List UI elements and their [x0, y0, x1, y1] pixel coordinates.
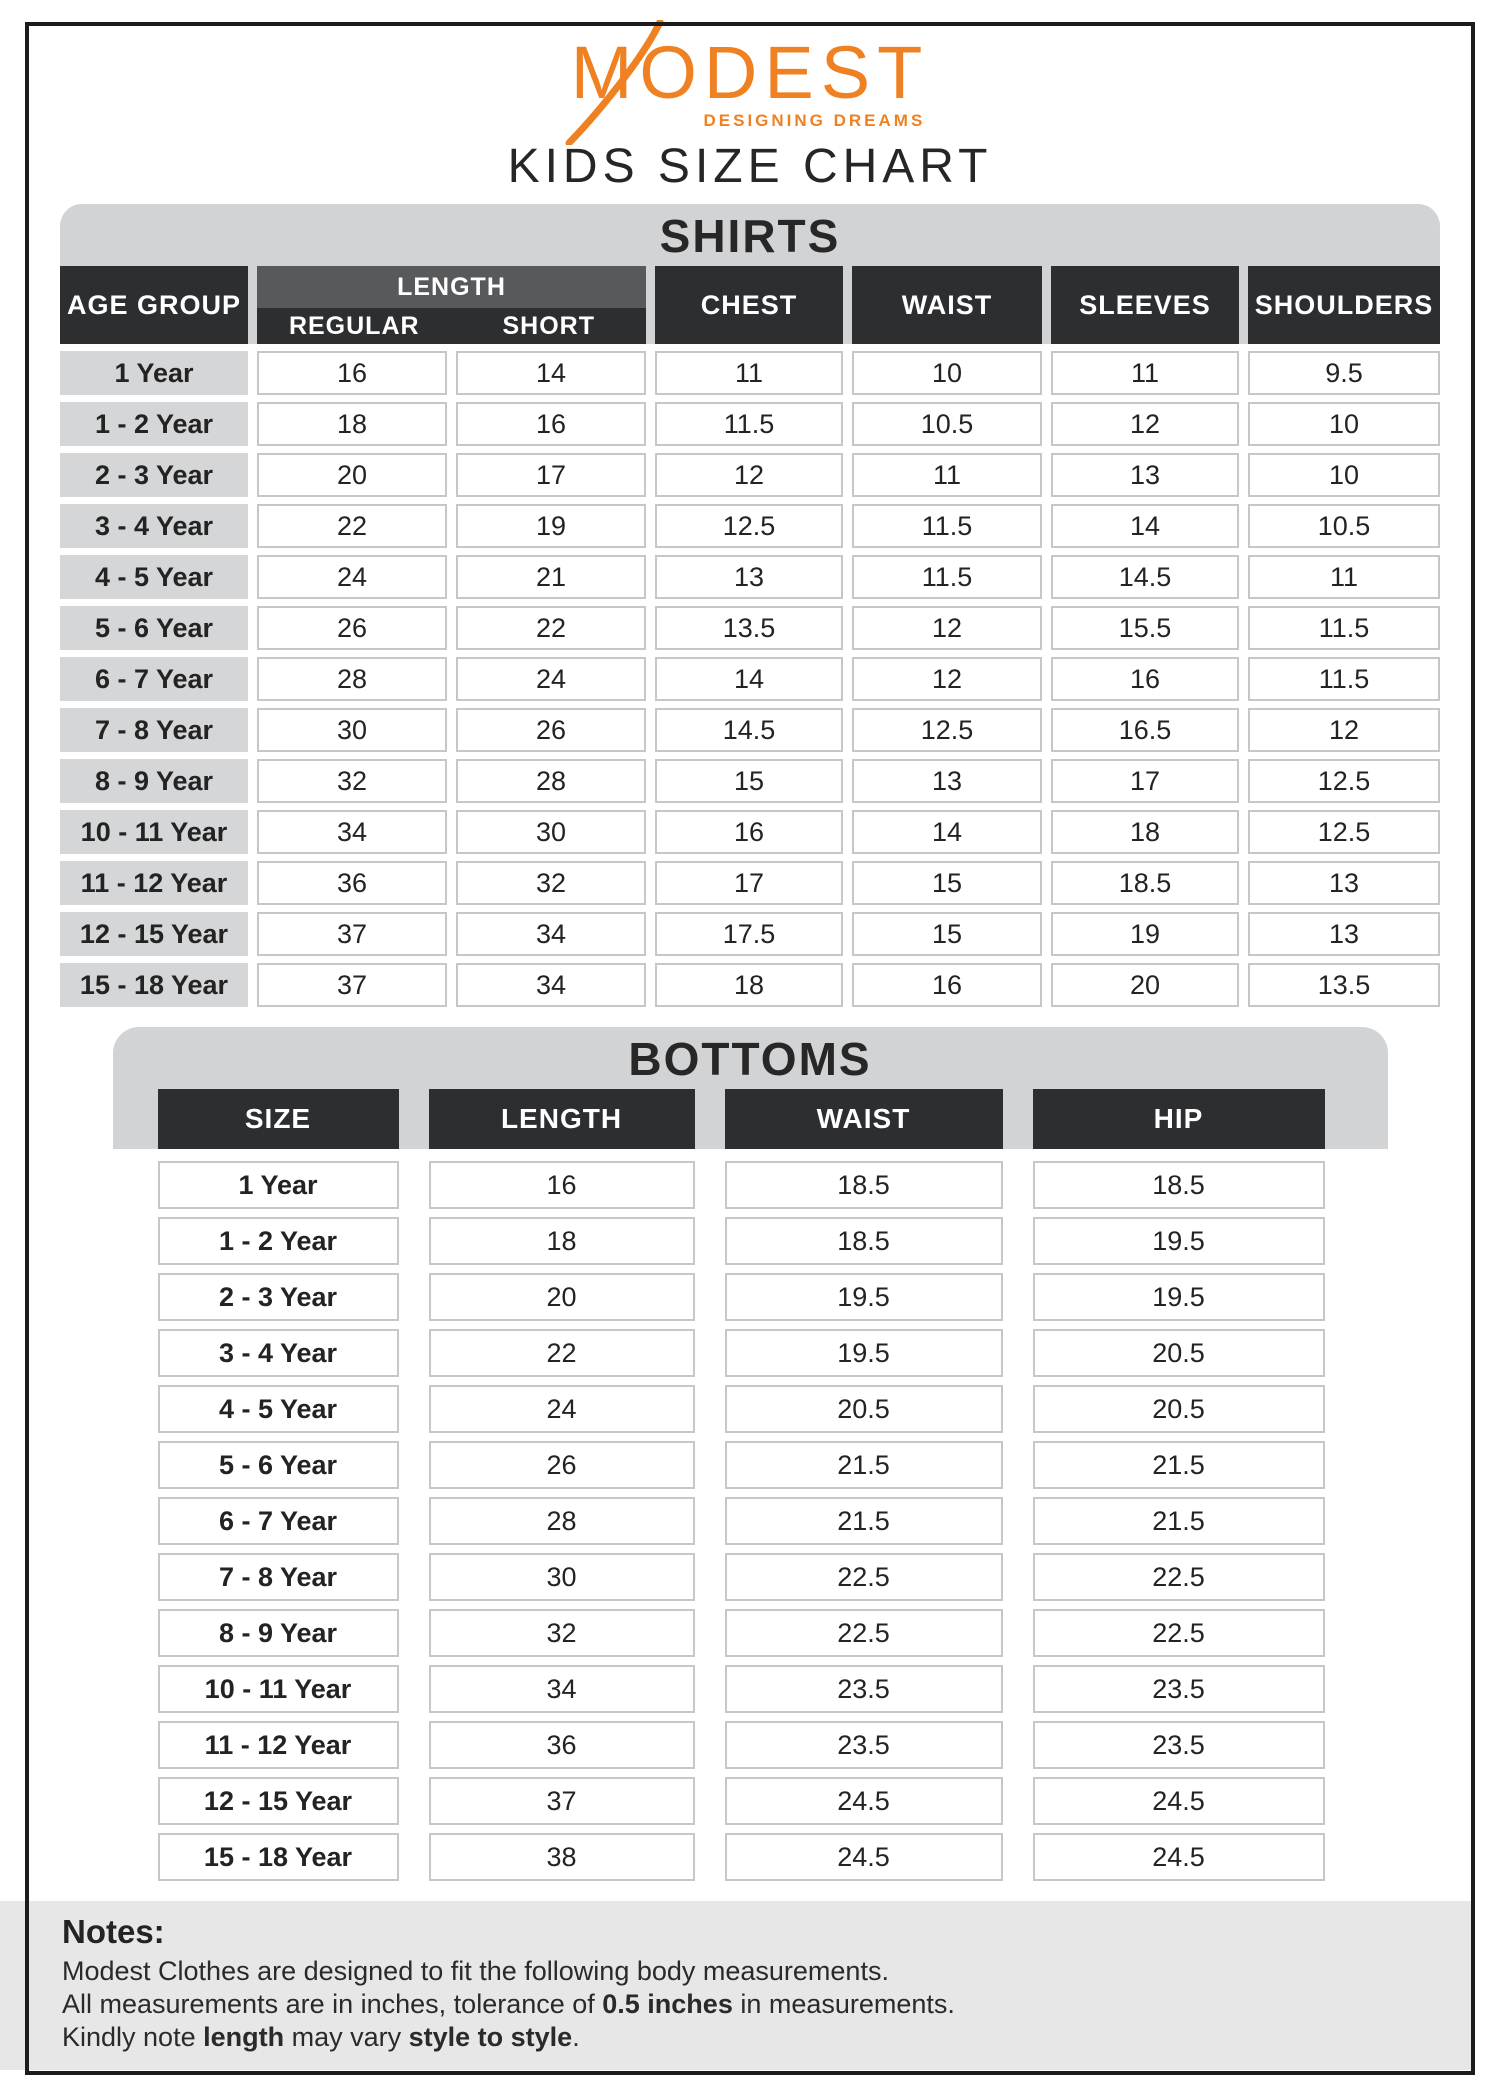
shirts-short-cell: 24 — [456, 657, 646, 701]
shirts-sleeves-cell: 13 — [1051, 453, 1239, 497]
bottoms-body — [158, 1161, 1388, 1881]
shirts-waist-cell: 10.5 — [852, 402, 1042, 446]
shirts-shoulders-cell: 13 — [1248, 912, 1440, 956]
bottoms-length-cell: 38 — [429, 1833, 695, 1881]
shirts-chest-cell: 12 — [655, 453, 843, 497]
shirts-chest-cell: 17 — [655, 861, 843, 905]
shirts-shoulders-cell: 10.5 — [1248, 504, 1440, 548]
shirts-header-sleeves: SLEEVES — [1051, 266, 1239, 344]
shirts-shoulders-cell: 13.5 — [1248, 963, 1440, 1007]
bottoms-table — [113, 1027, 1388, 1881]
shirts-chest-cell: 12.5 — [655, 504, 843, 548]
shirts-short-cell: 30 — [456, 810, 646, 854]
shirts-chest-cell: 14 — [655, 657, 843, 701]
shirts-waist-cell: 14 — [852, 810, 1042, 854]
bottoms-hip-cell: 23.5 — [1033, 1721, 1325, 1769]
bottoms-size-cell: 11 - 12 Year — [158, 1721, 399, 1769]
bottoms-hip-cell: 18.5 — [1033, 1161, 1325, 1209]
bottoms-waist-cell: 24.5 — [725, 1777, 1003, 1825]
bottoms-length-cell: 20 — [429, 1273, 695, 1321]
shirts-regular-cell: 37 — [257, 963, 447, 1007]
shirts-header-age-group: AGE GROUP — [60, 266, 248, 344]
shirts-waist-cell: 11.5 — [852, 504, 1042, 548]
shirts-age-cell: 6 - 7 Year — [60, 657, 248, 701]
notes-text-segment: . — [572, 2022, 580, 2052]
bottoms-length-cell: 30 — [429, 1553, 695, 1601]
bottoms-length-cell: 26 — [429, 1441, 695, 1489]
shirts-chest-cell: 13 — [655, 555, 843, 599]
bottoms-waist-cell: 18.5 — [725, 1217, 1003, 1265]
notes-line — [62, 1988, 1435, 2021]
shirts-chest-cell: 11 — [655, 351, 843, 395]
shirts-shoulders-cell: 13 — [1248, 861, 1440, 905]
bottoms-size-cell: 5 - 6 Year — [158, 1441, 399, 1489]
notes-section — [0, 1901, 1475, 2070]
shirts-header-row — [60, 266, 1440, 344]
shirts-short-cell: 16 — [456, 402, 646, 446]
bottoms-length-cell: 18 — [429, 1217, 695, 1265]
shirts-header-length-group — [257, 266, 646, 344]
shirts-header-length: LENGTH — [257, 266, 646, 308]
shirts-regular-cell: 30 — [257, 708, 447, 752]
shirts-header-chest: CHEST — [655, 266, 843, 344]
shirts-regular-cell: 22 — [257, 504, 447, 548]
bottoms-size-cell: 6 - 7 Year — [158, 1497, 399, 1545]
shirts-waist-cell: 15 — [852, 861, 1042, 905]
bottoms-waist-cell: 21.5 — [725, 1497, 1003, 1545]
shirts-sleeves-cell: 19 — [1051, 912, 1239, 956]
bottoms-length-cell: 32 — [429, 1609, 695, 1657]
bottoms-hip-cell: 21.5 — [1033, 1497, 1325, 1545]
shirts-regular-cell: 32 — [257, 759, 447, 803]
shirts-age-cell: 15 - 18 Year — [60, 963, 248, 1007]
bottoms-waist-cell: 18.5 — [725, 1161, 1003, 1209]
bottoms-length-cell: 22 — [429, 1329, 695, 1377]
bottoms-header-row — [158, 1089, 1388, 1149]
shirts-regular-cell: 26 — [257, 606, 447, 650]
bottoms-hip-cell: 23.5 — [1033, 1665, 1325, 1713]
shirts-sleeves-cell: 16.5 — [1051, 708, 1239, 752]
shirts-sleeves-cell: 18.5 — [1051, 861, 1239, 905]
shirts-shoulders-cell: 11 — [1248, 555, 1440, 599]
notes-text-segment: Kindly note — [62, 2022, 204, 2052]
bottoms-hip-cell: 24.5 — [1033, 1833, 1325, 1881]
bottoms-hip-cell: 22.5 — [1033, 1609, 1325, 1657]
bottoms-waist-cell: 19.5 — [725, 1273, 1003, 1321]
shirts-short-cell: 26 — [456, 708, 646, 752]
bottoms-hip-cell: 19.5 — [1033, 1273, 1325, 1321]
bottoms-hip-cell: 21.5 — [1033, 1441, 1325, 1489]
bottoms-waist-cell: 24.5 — [725, 1833, 1003, 1881]
shirts-short-cell: 28 — [456, 759, 646, 803]
bottoms-hip-cell: 20.5 — [1033, 1329, 1325, 1377]
shirts-regular-cell: 36 — [257, 861, 447, 905]
bottoms-size-cell: 8 - 9 Year — [158, 1609, 399, 1657]
shirts-age-cell: 3 - 4 Year — [60, 504, 248, 548]
shirts-short-cell: 19 — [456, 504, 646, 548]
bottoms-size-cell: 15 - 18 Year — [158, 1833, 399, 1881]
shirts-chest-cell: 11.5 — [655, 402, 843, 446]
bottoms-hip-cell: 22.5 — [1033, 1553, 1325, 1601]
shirts-short-cell: 22 — [456, 606, 646, 650]
bottoms-header-hip: HIP — [1033, 1089, 1325, 1149]
shirts-title: SHIRTS — [659, 210, 841, 262]
bottoms-header-waist: WAIST — [725, 1089, 1003, 1149]
shirts-chest-cell: 18 — [655, 963, 843, 1007]
shirts-regular-cell: 24 — [257, 555, 447, 599]
shirts-header-waist: WAIST — [852, 266, 1042, 344]
shirts-header-short: SHORT — [502, 311, 595, 340]
brand-logo — [570, 31, 930, 130]
notes-text-segment: may vary — [284, 2022, 409, 2052]
bottoms-length-cell: 37 — [429, 1777, 695, 1825]
shirts-header-regular: REGULAR — [288, 311, 420, 340]
shirts-shoulders-cell: 12.5 — [1248, 810, 1440, 854]
shirts-chest-cell: 17.5 — [655, 912, 843, 956]
bottoms-size-cell: 2 - 3 Year — [158, 1273, 399, 1321]
shirts-age-cell: 11 - 12 Year — [60, 861, 248, 905]
shirts-sleeves-cell: 17 — [1051, 759, 1239, 803]
page-frame — [25, 22, 1475, 2075]
bottoms-length-cell: 34 — [429, 1665, 695, 1713]
brand-name: MODEST — [570, 31, 930, 114]
bottoms-hip-cell: 20.5 — [1033, 1385, 1325, 1433]
shirts-sleeves-cell: 18 — [1051, 810, 1239, 854]
bottoms-waist-cell: 22.5 — [725, 1553, 1003, 1601]
bottoms-size-cell: 10 - 11 Year — [158, 1665, 399, 1713]
shirts-age-cell: 12 - 15 Year — [60, 912, 248, 956]
shirts-waist-cell: 12 — [852, 657, 1042, 701]
shirts-chest-cell: 13.5 — [655, 606, 843, 650]
bottoms-banner — [113, 1027, 1388, 1149]
notes-text-segment: length — [203, 2022, 285, 2052]
shirts-age-cell: 1 Year — [60, 351, 248, 395]
notes-text-segment: 0.5 inches — [602, 1989, 733, 2019]
shirts-age-cell: 7 - 8 Year — [60, 708, 248, 752]
shirts-shoulders-cell: 12.5 — [1248, 759, 1440, 803]
shirts-regular-cell: 28 — [257, 657, 447, 701]
shirts-sleeves-cell: 16 — [1051, 657, 1239, 701]
shirts-age-cell: 10 - 11 Year — [60, 810, 248, 854]
header-block — [25, 22, 1475, 194]
shirts-shoulders-cell: 9.5 — [1248, 351, 1440, 395]
notes-text-segment: style to style — [408, 2022, 573, 2052]
shirts-chest-cell: 16 — [655, 810, 843, 854]
shirts-age-cell: 2 - 3 Year — [60, 453, 248, 497]
bottoms-hip-cell: 19.5 — [1033, 1217, 1325, 1265]
shirts-age-cell: 8 - 9 Year — [60, 759, 248, 803]
shirts-waist-cell: 15 — [852, 912, 1042, 956]
shirts-waist-cell: 10 — [852, 351, 1042, 395]
shirts-waist-cell: 12.5 — [852, 708, 1042, 752]
bottoms-size-cell: 4 - 5 Year — [158, 1385, 399, 1433]
shirts-shoulders-cell: 11.5 — [1248, 606, 1440, 650]
shirts-sleeves-cell: 14 — [1051, 504, 1239, 548]
bottoms-length-cell: 16 — [429, 1161, 695, 1209]
bottoms-length-cell: 24 — [429, 1385, 695, 1433]
shirts-regular-cell: 18 — [257, 402, 447, 446]
shirts-banner — [60, 204, 1440, 344]
bottoms-length-cell: 28 — [429, 1497, 695, 1545]
shirts-short-cell: 17 — [456, 453, 646, 497]
notes-text-segment: Modest Clothes are designed to fit the following body measurements. — [62, 1956, 889, 1986]
shirts-waist-cell: 12 — [852, 606, 1042, 650]
bottoms-size-cell: 7 - 8 Year — [158, 1553, 399, 1601]
bottoms-size-cell: 3 - 4 Year — [158, 1329, 399, 1377]
brand-tagline: DESIGNING DREAMS — [703, 111, 926, 130]
bottoms-waist-cell: 23.5 — [725, 1665, 1003, 1713]
bottoms-title: BOTTOMS — [628, 1033, 872, 1085]
shirts-header-shoulders: SHOULDERS — [1248, 266, 1440, 344]
notes-line — [62, 2021, 1435, 2054]
bottoms-waist-cell: 19.5 — [725, 1329, 1003, 1377]
bottoms-waist-cell: 22.5 — [725, 1609, 1003, 1657]
shirts-short-cell: 21 — [456, 555, 646, 599]
shirts-sleeves-cell: 12 — [1051, 402, 1239, 446]
shirts-sleeves-cell: 20 — [1051, 963, 1239, 1007]
shirts-waist-cell: 11.5 — [852, 555, 1042, 599]
shirts-sleeves-cell: 15.5 — [1051, 606, 1239, 650]
notes-text-segment: All measurements are in inches, tolerance of — [62, 1989, 603, 2019]
shirts-regular-cell: 20 — [257, 453, 447, 497]
shirts-shoulders-cell: 11.5 — [1248, 657, 1440, 701]
shirts-regular-cell: 34 — [257, 810, 447, 854]
shirts-waist-cell: 16 — [852, 963, 1042, 1007]
shirts-regular-cell: 37 — [257, 912, 447, 956]
notes-title: Notes: — [62, 1913, 165, 1950]
shirts-age-cell: 5 - 6 Year — [60, 606, 248, 650]
bottoms-size-cell: 1 - 2 Year — [158, 1217, 399, 1265]
shirts-shoulders-cell: 10 — [1248, 402, 1440, 446]
shirts-waist-cell: 11 — [852, 453, 1042, 497]
notes-lines — [62, 1955, 1435, 2054]
shirts-age-cell: 1 - 2 Year — [60, 402, 248, 446]
bottoms-size-cell: 12 - 15 Year — [158, 1777, 399, 1825]
notes-text-segment: in measurements. — [732, 1989, 955, 2019]
notes-line — [62, 1955, 1435, 1988]
shirts-sleeves-cell: 11 — [1051, 351, 1239, 395]
shirts-table — [60, 204, 1440, 1007]
shirts-chest-cell: 14.5 — [655, 708, 843, 752]
shirts-shoulders-cell: 10 — [1248, 453, 1440, 497]
shirts-header-length-subrow — [257, 308, 646, 344]
bottoms-header-length: LENGTH — [429, 1089, 695, 1149]
shirts-short-cell: 34 — [456, 963, 646, 1007]
bottoms-header-size: SIZE — [158, 1089, 399, 1149]
shirts-regular-cell: 16 — [257, 351, 447, 395]
bottoms-waist-cell: 23.5 — [725, 1721, 1003, 1769]
bottoms-length-cell: 36 — [429, 1721, 695, 1769]
bottoms-hip-cell: 24.5 — [1033, 1777, 1325, 1825]
shirts-short-cell: 14 — [456, 351, 646, 395]
bottoms-size-cell: 1 Year — [158, 1161, 399, 1209]
shirts-body — [60, 351, 1440, 1007]
bottoms-waist-cell: 20.5 — [725, 1385, 1003, 1433]
shirts-short-cell: 32 — [456, 861, 646, 905]
shirts-shoulders-cell: 12 — [1248, 708, 1440, 752]
shirts-short-cell: 34 — [456, 912, 646, 956]
shirts-age-cell: 4 - 5 Year — [60, 555, 248, 599]
shirts-waist-cell: 13 — [852, 759, 1042, 803]
shirts-sleeves-cell: 14.5 — [1051, 555, 1239, 599]
shirts-chest-cell: 15 — [655, 759, 843, 803]
bottoms-waist-cell: 21.5 — [725, 1441, 1003, 1489]
page-title: KIDS SIZE CHART — [507, 140, 993, 193]
